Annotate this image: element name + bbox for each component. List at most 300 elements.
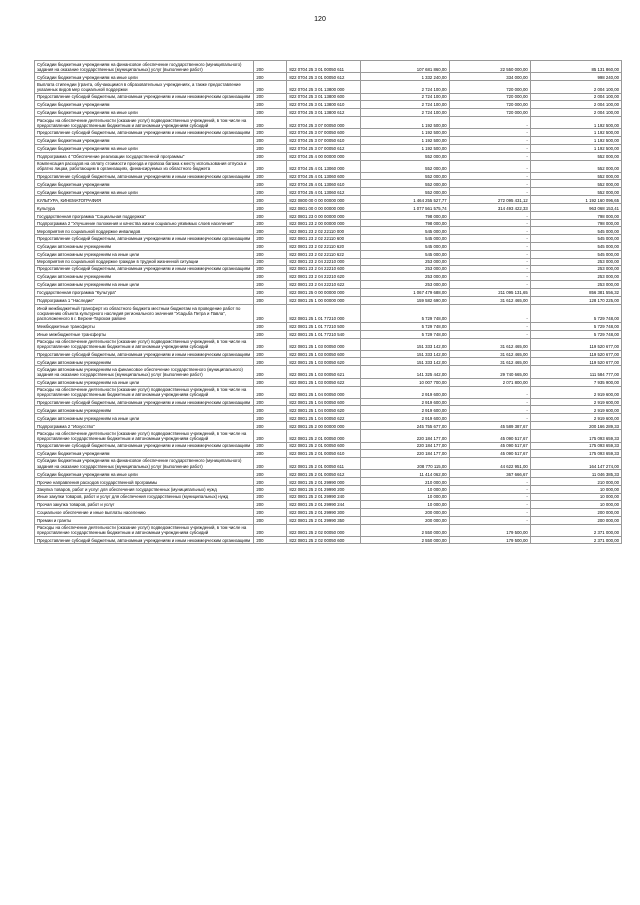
row-approved-cell: 220 184 177,00 xyxy=(360,449,449,457)
row-approved-cell: 545 000,00 xyxy=(360,250,449,258)
row-change-cell: - xyxy=(449,500,530,508)
row-code-cell: 200 xyxy=(254,273,287,281)
row-total-cell: 2 919 600,00 xyxy=(530,406,621,414)
row-name-cell: Государственная программа "Социальная поддержка" xyxy=(35,212,254,220)
row-change-cell: - xyxy=(449,173,530,180)
row-total-cell: 552 000,00 xyxy=(530,152,621,160)
row-code-cell: 200 xyxy=(254,386,287,398)
table-row xyxy=(35,414,622,422)
row-approved-cell: 1 067 479 688,00 xyxy=(360,289,449,297)
row-kbk-cell: 822 0801 25 2 01 00050 610 xyxy=(287,449,360,457)
row-approved-cell: 552 000,00 xyxy=(360,160,449,172)
row-total-cell: 2 371 000,00 xyxy=(530,524,621,536)
table-row xyxy=(35,366,622,378)
row-change-cell: - xyxy=(449,220,530,227)
row-approved-cell: 552 000,00 xyxy=(360,173,449,180)
row-code-cell: 200 xyxy=(254,297,287,305)
row-kbk-cell: 822 0801 00 0 00 00000 000 xyxy=(287,204,360,212)
row-approved-cell: 10 000,00 xyxy=(360,493,449,500)
table-row xyxy=(35,422,622,430)
row-approved-cell: 200 000,00 xyxy=(360,516,449,524)
row-kbk-cell: 822 0704 25 3 07 00050 600 xyxy=(287,129,360,136)
row-total-cell: 2 004 100,00 xyxy=(530,109,621,117)
table-row xyxy=(35,265,622,272)
table-row xyxy=(35,386,622,398)
row-name-cell: Субсидии автономным учреждениям на иные цели xyxy=(35,250,254,258)
row-total-cell: 545 000,00 xyxy=(530,250,621,258)
budget-table xyxy=(34,60,622,544)
row-name-cell: Предоставление субсидий бюджетным, автономным учреждениям и иным некоммерческим организациям xyxy=(35,265,254,272)
row-approved-cell: 2 724 100,00 xyxy=(360,109,449,117)
row-kbk-cell: 822 0801 25 2 01 00050 600 xyxy=(287,442,360,449)
row-code-cell: 200 xyxy=(254,406,287,414)
row-change-cell: - xyxy=(449,117,530,129)
row-kbk-cell: 822 0801 25 1 04 00050 622 xyxy=(287,414,360,422)
row-code-cell: 200 xyxy=(254,188,287,196)
row-approved-cell: 10 007 700,00 xyxy=(360,378,449,386)
row-total-cell: 10 000,00 xyxy=(530,500,621,508)
row-name-cell: Субсидии автономным учреждениям xyxy=(35,406,254,414)
row-total-cell: 545 000,00 xyxy=(530,227,621,235)
row-kbk-cell: 822 0704 25 3 01 00050 611 xyxy=(287,61,360,73)
row-name-cell: Иные закупки товаров, работ и услуг для обеспечения государственных (муниципальных) нужд xyxy=(35,493,254,500)
row-kbk-cell: 822 0801 25 1 00 00000 000 xyxy=(287,297,360,305)
row-change-cell: 31 612 465,00 xyxy=(449,338,530,350)
row-approved-cell: 10 000,00 xyxy=(360,500,449,508)
row-name-cell: Расходы на обеспечение деятельности (оказание услуг) подведомственных учреждений, в том числе на предоставление государственным бюджетным и автономным учреждениям субсидий xyxy=(35,430,254,442)
row-approved-cell: 2 919 600,00 xyxy=(360,386,449,398)
row-name-cell: Предоставление субсидий бюджетным, автономным учреждениям и иным некоммерческим организациям xyxy=(35,235,254,242)
row-approved-cell: 798 000,00 xyxy=(360,220,449,227)
row-change-cell: 211 095 131,65 xyxy=(449,289,530,297)
row-total-cell: 1 192 500,00 xyxy=(530,117,621,129)
row-approved-cell: 220 184 177,00 xyxy=(360,442,449,449)
row-total-cell: 798 000,00 xyxy=(530,212,621,220)
row-approved-cell: 545 000,00 xyxy=(360,242,449,250)
row-total-cell: 119 520 677,00 xyxy=(530,358,621,366)
row-total-cell: 175 093 659,33 xyxy=(530,442,621,449)
row-kbk-cell: 822 0704 25 3 07 00050 000 xyxy=(287,117,360,129)
row-kbk-cell: 822 0704 25 3 01 13800 600 xyxy=(287,93,360,100)
row-name-cell: Прочие направления расходов государственной программы xyxy=(35,478,254,486)
table-row xyxy=(35,358,622,366)
row-kbk-cell: 822 0801 23 2 02 22110 000 xyxy=(287,227,360,235)
row-change-cell: - xyxy=(449,152,530,160)
table-row xyxy=(35,516,622,524)
row-total-cell: 10 000,00 xyxy=(530,486,621,493)
row-change-cell: - xyxy=(449,129,530,136)
table-row xyxy=(35,81,622,93)
row-kbk-cell: 822 0801 25 2 01 29990 000 xyxy=(287,478,360,486)
row-code-cell: 200 xyxy=(254,220,287,227)
row-code-cell: 200 xyxy=(254,173,287,180)
row-code-cell: 200 xyxy=(254,378,287,386)
row-approved-cell: 2 550 000,00 xyxy=(360,537,449,544)
row-name-cell: Субсидии автономным учреждениям на иные цели xyxy=(35,281,254,289)
row-total-cell: 5 729 748,00 xyxy=(530,322,621,330)
row-change-cell: 179 500,00 xyxy=(449,537,530,544)
row-total-cell: 856 381 556,32 xyxy=(530,289,621,297)
row-code-cell: 200 xyxy=(254,160,287,172)
row-change-cell: 720 000,00 xyxy=(449,81,530,93)
row-change-cell: 272 095 431,12 xyxy=(449,196,530,204)
row-kbk-cell: 822 0800 00 0 00 00000 000 xyxy=(287,196,360,204)
row-name-cell: Компенсация расходов на оплату стоимости проезда и провоза багажа к месту использования отпуска и обратно лицам, работающим в организациях, финансируемых из областного бюджета xyxy=(35,160,254,172)
row-kbk-cell: 822 0801 25 1 03 00050 620 xyxy=(287,358,360,366)
row-change-cell: 334 000,00 xyxy=(449,73,530,81)
table-row xyxy=(35,136,622,144)
table-row xyxy=(35,430,622,442)
row-total-cell: 5 729 748,00 xyxy=(530,330,621,338)
row-approved-cell: 5 729 748,00 xyxy=(360,330,449,338)
row-change-cell: 22 550 000,00 xyxy=(449,61,530,73)
row-change-cell: 31 612 465,00 xyxy=(449,351,530,358)
row-name-cell: Предоставление субсидий бюджетным, автономным учреждениям и иным некоммерческим организациям xyxy=(35,399,254,406)
row-approved-cell: 151 333 142,00 xyxy=(360,358,449,366)
row-name-cell: Социальное обеспечение и иные выплаты населению xyxy=(35,508,254,516)
row-kbk-cell: 822 0704 25 3 01 13800 612 xyxy=(287,109,360,117)
row-name-cell: Подпрограмма 1 "Наследие" xyxy=(35,297,254,305)
row-change-cell: - xyxy=(449,330,530,338)
row-name-cell: Субсидии бюджетным учреждениям на иные цели xyxy=(35,73,254,81)
row-total-cell: 998 240,00 xyxy=(530,73,621,81)
row-code-cell: 200 xyxy=(254,129,287,136)
row-total-cell: 1 192 500,00 xyxy=(530,144,621,152)
row-change-cell: - xyxy=(449,212,530,220)
row-change-cell: - xyxy=(449,136,530,144)
row-change-cell: - xyxy=(449,486,530,493)
row-code-cell: 200 xyxy=(254,196,287,204)
row-total-cell: 85 131 860,00 xyxy=(530,61,621,73)
table-row xyxy=(35,220,622,227)
row-change-cell: - xyxy=(449,250,530,258)
table-row xyxy=(35,61,622,73)
row-kbk-cell: 822 0801 23 2 04 22210 622 xyxy=(287,281,360,289)
row-change-cell: - xyxy=(449,414,530,422)
row-change-cell: 44 622 951,00 xyxy=(449,457,530,469)
row-code-cell: 200 xyxy=(254,136,287,144)
row-kbk-cell: 822 0704 25 4 01 13060 610 xyxy=(287,180,360,188)
row-kbk-cell: 822 0801 23 2 02 22110 620 xyxy=(287,242,360,250)
row-kbk-cell: 822 0801 25 1 03 00050 621 xyxy=(287,366,360,378)
row-approved-cell: 1 192 500,00 xyxy=(360,136,449,144)
row-name-cell: Субсидии бюджетным учреждениям на иные цели xyxy=(35,109,254,117)
table-row xyxy=(35,180,622,188)
row-approved-cell: 253 000,00 xyxy=(360,265,449,272)
table-row xyxy=(35,508,622,516)
row-name-cell: Субсидии автономным учреждениям xyxy=(35,242,254,250)
row-approved-cell: 2 919 600,00 xyxy=(360,399,449,406)
row-approved-cell: 253 000,00 xyxy=(360,258,449,265)
row-name-cell: Субсидии автономным учреждениям xyxy=(35,358,254,366)
row-change-cell: 720 000,00 xyxy=(449,93,530,100)
row-kbk-cell: 822 0801 23 2 04 22210 600 xyxy=(287,265,360,272)
row-approved-cell: 5 729 748,00 xyxy=(360,305,449,323)
row-change-cell: 45 090 517,67 xyxy=(449,430,530,442)
row-code-cell: 200 xyxy=(254,508,287,516)
row-total-cell: 128 170 225,00 xyxy=(530,297,621,305)
row-total-cell: 2 919 600,00 xyxy=(530,414,621,422)
row-code-cell: 200 xyxy=(254,493,287,500)
row-code-cell: 200 xyxy=(254,442,287,449)
row-kbk-cell: 822 0801 25 1 04 00050 620 xyxy=(287,406,360,414)
row-approved-cell: 2 919 600,00 xyxy=(360,414,449,422)
row-name-cell: Субсидии бюджетным учреждениям на иные цели xyxy=(35,470,254,478)
row-approved-cell: 10 000,00 xyxy=(360,486,449,493)
row-name-cell: Предоставление субсидий бюджетным, автономным учреждениям и иным некоммерческим организациям xyxy=(35,537,254,544)
row-change-cell: - xyxy=(449,478,530,486)
row-kbk-cell: 822 0801 25 2 02 00050 000 xyxy=(287,524,360,536)
row-kbk-cell: 822 0801 25 2 01 00050 000 xyxy=(287,430,360,442)
row-name-cell: Подпрограмма 2 "Искусство" xyxy=(35,422,254,430)
table-row xyxy=(35,457,622,469)
table-row xyxy=(35,173,622,180)
row-name-cell: Субсидии бюджетным учреждениям на иные цели xyxy=(35,188,254,196)
row-kbk-cell: 822 0801 25 1 04 00050 600 xyxy=(287,399,360,406)
row-total-cell: 11 046 385,33 xyxy=(530,470,621,478)
row-approved-cell: 11 414 062,00 xyxy=(360,470,449,478)
row-total-cell: 552 000,00 xyxy=(530,180,621,188)
row-name-cell: Мероприятия по социальной поддержке граждан в трудной жизненной ситуации xyxy=(35,258,254,265)
table-row xyxy=(35,242,622,250)
row-change-cell: 314 493 422,33 xyxy=(449,204,530,212)
row-name-cell: Субсидии автономным учреждениям xyxy=(35,273,254,281)
row-name-cell: Предоставление субсидий бюджетным, автономным учреждениям и иным некоммерческим организациям xyxy=(35,93,254,100)
row-code-cell: 200 xyxy=(254,358,287,366)
row-approved-cell: 798 000,00 xyxy=(360,212,449,220)
row-total-cell: 798 000,00 xyxy=(530,220,621,227)
row-name-cell: Субсидии бюджетным учреждениям xyxy=(35,136,254,144)
row-name-cell: Предоставление субсидий бюджетным, автономным учреждениям и иным некоммерческим организациям xyxy=(35,442,254,449)
row-approved-cell: 1 192 500,00 xyxy=(360,129,449,136)
row-change-cell: - xyxy=(449,265,530,272)
row-name-cell: Расходы на обеспечение деятельности (оказание услуг) подведомственных учреждений, в том числе на предоставление государственным бюджетным и автономным учреждениям субсидий xyxy=(35,386,254,398)
table-row xyxy=(35,493,622,500)
row-name-cell: Государственная программа "Культура" xyxy=(35,289,254,297)
row-change-cell: - xyxy=(449,386,530,398)
row-total-cell: 2 004 100,00 xyxy=(530,101,621,109)
row-kbk-cell: 822 0801 25 0 00 00000 000 xyxy=(287,289,360,297)
row-change-cell: - xyxy=(449,188,530,196)
row-change-cell: - xyxy=(449,258,530,265)
row-kbk-cell: 822 0704 25 3 01 13800 610 xyxy=(287,101,360,109)
row-kbk-cell: 822 0704 25 4 01 13060 600 xyxy=(287,173,360,180)
row-total-cell: 1 192 160 096,65 xyxy=(530,196,621,204)
row-approved-cell: 552 000,00 xyxy=(360,180,449,188)
row-approved-cell: 1 464 255 527,77 xyxy=(360,196,449,204)
row-approved-cell: 245 755 677,00 xyxy=(360,422,449,430)
row-total-cell: 253 000,00 xyxy=(530,273,621,281)
row-approved-cell: 151 333 142,00 xyxy=(360,351,449,358)
row-name-cell: Культура xyxy=(35,204,254,212)
row-code-cell: 200 xyxy=(254,180,287,188)
row-code-cell: 200 xyxy=(254,289,287,297)
row-code-cell: 200 xyxy=(254,330,287,338)
row-code-cell: 200 xyxy=(254,61,287,73)
row-name-cell: Мероприятия по социальной поддержке инвалидов xyxy=(35,227,254,235)
row-change-cell: - xyxy=(449,399,530,406)
row-code-cell: 200 xyxy=(254,457,287,469)
row-code-cell: 200 xyxy=(254,265,287,272)
row-kbk-cell: 822 0801 25 2 02 00050 600 xyxy=(287,537,360,544)
row-name-cell: Субсидии бюджетным учреждениям на финансовое обеспечение государственного (муниципального) задания на оказание государственных (муниципальных) услуг (выполнение работ) xyxy=(35,61,254,73)
row-kbk-cell: 822 0801 25 1 01 77210 000 xyxy=(287,305,360,323)
row-code-cell: 200 xyxy=(254,152,287,160)
table-row xyxy=(35,93,622,100)
row-kbk-cell: 822 0801 25 1 03 00050 000 xyxy=(287,338,360,350)
row-approved-cell: 1 192 500,00 xyxy=(360,144,449,152)
row-kbk-cell: 822 0704 25 3 01 13800 000 xyxy=(287,81,360,93)
row-change-cell: - xyxy=(449,493,530,500)
row-name-cell: Закупка товаров, работ и услуг для обеспечения государственных (муниципальных) нужд xyxy=(35,486,254,493)
row-code-cell: 200 xyxy=(254,242,287,250)
row-kbk-cell: 822 0801 23 2 04 22210 620 xyxy=(287,273,360,281)
row-approved-cell: 253 000,00 xyxy=(360,273,449,281)
row-name-cell: Субсидии бюджетным учреждениям на иные цели xyxy=(35,144,254,152)
row-code-cell: 200 xyxy=(254,537,287,544)
table-row xyxy=(35,258,622,265)
row-approved-cell: 545 000,00 xyxy=(360,235,449,242)
row-name-cell: Субсидии автономным учреждениям на финансовое обеспечение государственного (муниципального) задания на оказание государственных (муниципальных) услуг (выполнение работ) xyxy=(35,366,254,378)
table-row xyxy=(35,351,622,358)
row-kbk-cell: 822 0801 25 2 01 29990 244 xyxy=(287,500,360,508)
row-total-cell: 210 000,00 xyxy=(530,478,621,486)
table-row xyxy=(35,204,622,212)
row-total-cell: 200 000,00 xyxy=(530,516,621,524)
table-row xyxy=(35,297,622,305)
table-row xyxy=(35,109,622,117)
row-code-cell: 200 xyxy=(254,81,287,93)
row-code-cell: 200 xyxy=(254,351,287,358)
row-code-cell: 200 xyxy=(254,430,287,442)
row-name-cell: Предоставление субсидий бюджетным, автономным учреждениям и иным некоммерческим организациям xyxy=(35,351,254,358)
row-change-cell: - xyxy=(449,235,530,242)
row-name-cell: Субсидии бюджетным учреждениям на финансовое обеспечение государственного (муниципального) задания на оказание государственных (муниципальных) услуг (выполнение работ) xyxy=(35,457,254,469)
table-row xyxy=(35,406,622,414)
row-code-cell: 200 xyxy=(254,204,287,212)
row-code-cell: 200 xyxy=(254,366,287,378)
table-row xyxy=(35,101,622,109)
row-kbk-cell: 822 0801 25 2 01 29990 350 xyxy=(287,516,360,524)
row-change-cell: 31 612 465,00 xyxy=(449,358,530,366)
budget-table-body xyxy=(35,61,622,544)
table-row xyxy=(35,478,622,486)
row-approved-cell: 210 000,00 xyxy=(360,478,449,486)
row-change-cell: 29 740 665,00 xyxy=(449,366,530,378)
row-kbk-cell: 822 0801 25 2 01 00050 611 xyxy=(287,457,360,469)
row-total-cell: 963 068 153,41 xyxy=(530,204,621,212)
table-row xyxy=(35,289,622,297)
row-change-cell: 45 090 517,67 xyxy=(449,442,530,449)
row-approved-cell: 2 724 100,00 xyxy=(360,93,449,100)
row-kbk-cell: 822 0801 25 1 04 00050 000 xyxy=(287,386,360,398)
row-name-cell: Расходы на обеспечение деятельности (оказание услуг) подведомственных учреждений, в том числе на предоставление государственным бюджетным и автономным учреждениям субсидий xyxy=(35,338,254,350)
row-change-cell: 367 666,67 xyxy=(449,470,530,478)
table-row xyxy=(35,152,622,160)
table-row xyxy=(35,235,622,242)
table-row xyxy=(35,196,622,204)
row-kbk-cell: 822 0801 25 2 01 29990 300 xyxy=(287,508,360,516)
table-row xyxy=(35,212,622,220)
row-total-cell: 253 000,00 xyxy=(530,265,621,272)
row-total-cell: 175 093 659,33 xyxy=(530,430,621,442)
row-kbk-cell: 822 0704 25 4 01 13060 612 xyxy=(287,188,360,196)
row-kbk-cell: 822 0801 23 2 04 22210 000 xyxy=(287,258,360,265)
row-approved-cell: 1 332 240,00 xyxy=(360,73,449,81)
table-row xyxy=(35,160,622,172)
row-total-cell: 552 000,00 xyxy=(530,188,621,196)
row-name-cell: Расходы на обеспечение деятельности (оказание услуг) подведомственных учреждений, в том числе на предоставление государственным бюджетным и автономным учреждениям субсидий xyxy=(35,117,254,129)
row-name-cell: Субсидии автономным учреждениям на иные цели xyxy=(35,414,254,422)
table-row xyxy=(35,117,622,129)
row-kbk-cell: 822 0704 25 4 00 00000 000 xyxy=(287,152,360,160)
row-kbk-cell: 822 0801 25 2 01 00050 612 xyxy=(287,470,360,478)
row-code-cell: 200 xyxy=(254,516,287,524)
row-approved-cell: 220 184 177,00 xyxy=(360,430,449,442)
row-kbk-cell: 822 0801 25 1 01 77210 500 xyxy=(287,322,360,330)
table-row xyxy=(35,73,622,81)
row-approved-cell: 1 077 561 575,74 xyxy=(360,204,449,212)
row-change-cell: - xyxy=(449,227,530,235)
row-name-cell: Межбюджетные трансферты xyxy=(35,322,254,330)
row-code-cell: 200 xyxy=(254,227,287,235)
table-row xyxy=(35,537,622,544)
row-name-cell: Иной межбюджетный трансферт из областного бюджета местным бюджетам на проведение работ по сохранению объекта культурного наследия регионального значения "Усадьба Петра и Павла", расположенного в г. Верхне-Тарском районе xyxy=(35,305,254,323)
row-code-cell: 200 xyxy=(254,422,287,430)
row-change-cell: - xyxy=(449,305,530,323)
table-row xyxy=(35,486,622,493)
row-kbk-cell: 822 0801 25 2 00 00000 000 xyxy=(287,422,360,430)
row-code-cell: 200 xyxy=(254,399,287,406)
row-kbk-cell: 822 0801 25 2 01 29990 240 xyxy=(287,493,360,500)
table-row xyxy=(35,281,622,289)
row-kbk-cell: 822 0704 25 3 07 00050 610 xyxy=(287,136,360,144)
row-change-cell: 720 000,00 xyxy=(449,109,530,117)
row-kbk-cell: 822 0704 25 4 01 13060 000 xyxy=(287,160,360,172)
row-change-cell: - xyxy=(449,180,530,188)
row-kbk-cell: 822 0801 25 1 01 77210 540 xyxy=(287,330,360,338)
table-row xyxy=(35,470,622,478)
row-name-cell: Предоставление субсидий бюджетным, автономным учреждениям и иным некоммерческим организациям xyxy=(35,129,254,136)
row-code-cell: 200 xyxy=(254,486,287,493)
row-total-cell: 111 584 777,00 xyxy=(530,366,621,378)
row-change-cell: 45 090 517,67 xyxy=(449,449,530,457)
table-row xyxy=(35,500,622,508)
row-approved-cell: 253 000,00 xyxy=(360,281,449,289)
row-approved-cell: 545 000,00 xyxy=(360,227,449,235)
row-total-cell: 200 000,00 xyxy=(530,508,621,516)
row-change-cell: 31 612 465,00 xyxy=(449,297,530,305)
row-change-cell: - xyxy=(449,160,530,172)
table-row xyxy=(35,322,622,330)
row-approved-cell: 141 325 442,00 xyxy=(360,366,449,378)
row-code-cell: 200 xyxy=(254,258,287,265)
row-code-cell: 200 xyxy=(254,305,287,323)
row-name-cell: КУЛЬТУРА, КИНЕМАТОГРАФИЯ xyxy=(35,196,254,204)
row-approved-cell: 1 192 500,00 xyxy=(360,117,449,129)
row-name-cell: Прочая закупка товаров, работ и услуг xyxy=(35,500,254,508)
row-kbk-cell: 822 0801 25 2 01 29990 200 xyxy=(287,486,360,493)
row-total-cell: 545 000,00 xyxy=(530,242,621,250)
table-row xyxy=(35,330,622,338)
row-approved-cell: 107 681 860,00 xyxy=(360,61,449,73)
row-name-cell: Премии и гранты xyxy=(35,516,254,524)
row-approved-cell: 552 000,00 xyxy=(360,152,449,160)
row-name-cell: Подпрограмма 2 "Улучшение положения и качества жизни социально уязвимых слоев населения" xyxy=(35,220,254,227)
row-code-cell: 200 xyxy=(254,322,287,330)
table-row xyxy=(35,129,622,136)
row-approved-cell: 200 000,00 xyxy=(360,508,449,516)
